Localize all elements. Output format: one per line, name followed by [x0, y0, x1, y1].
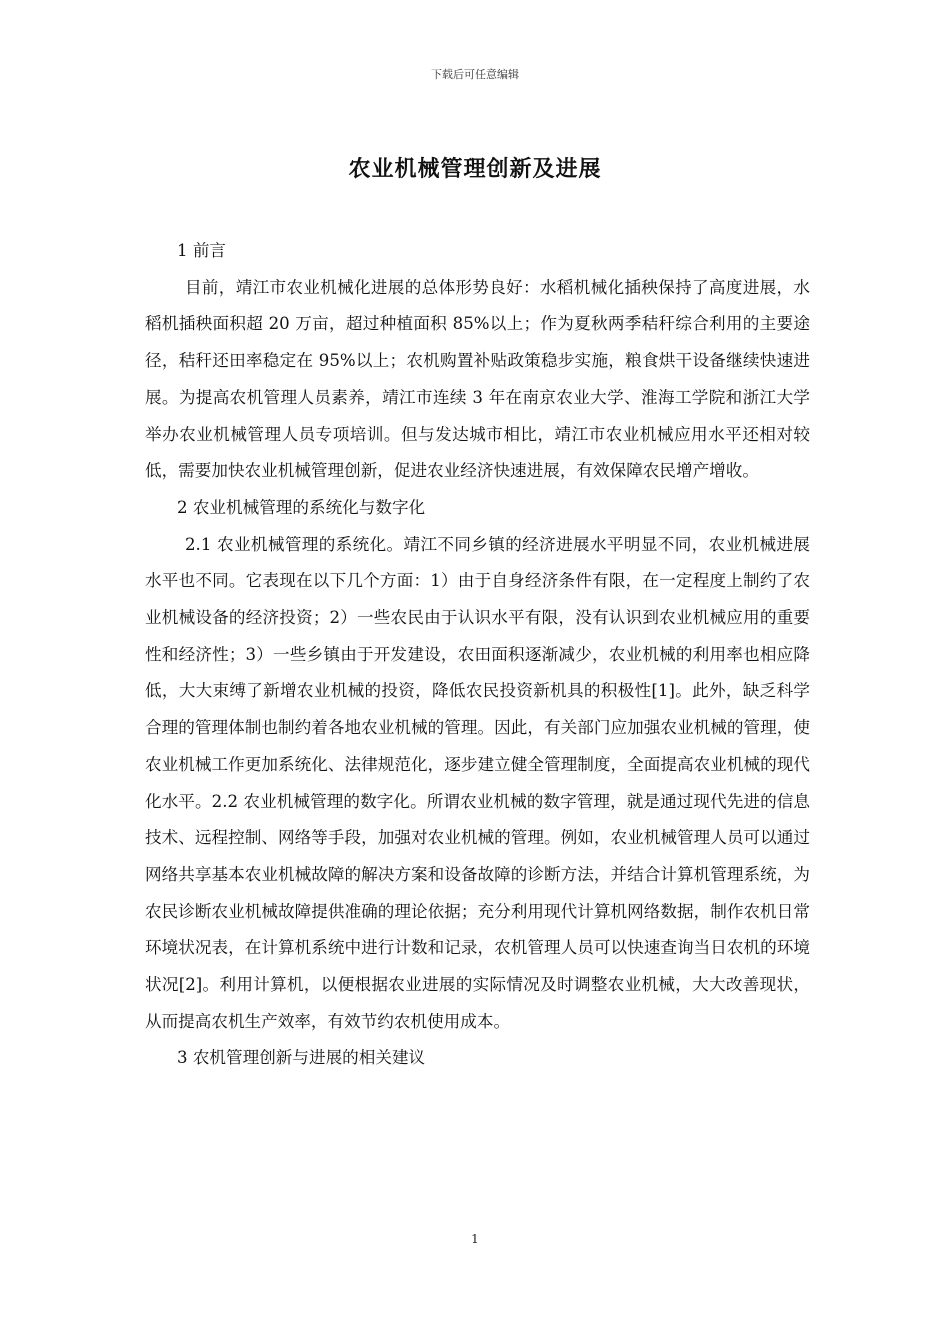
paragraph-1: 目前，靖江市农业机械化进展的总体形势良好：水稻机械化插秧保持了高度进展，水稻机插秧面积超 20 万亩，超过种植面积 85%以上；作为夏秋两季秸秆综合利用的主要途径，秸秆还田率稳定在 95%以上；农机购置补贴政策稳步实施，粮食烘干设备继续快速进展。为提高农机管理人员素养，靖江市连续 3 年在南京农业大学、淮海工学院和浙江大学举办农业机械管理人员专项培训。但与发达城市相比，靖江市农业机械应用水平还相对较低，需要加快农业机械管理创新，促进农业经济快速进展，有效保障农民增产增收。 — [145, 277, 810, 481]
header-note: 下载后可任意编辑 — [431, 68, 519, 81]
section-heading-2: 2 农业机械管理的系统化与数字化 — [177, 497, 426, 517]
section-heading-1: 1 前言 — [177, 241, 227, 260]
page-number: 1 — [471, 1232, 479, 1246]
document-body — [145, 233, 810, 1077]
paragraph-2: 2.1 农业机械管理的系统化。靖江不同乡镇的经济进展水平明显不同，农业机械进展水平也不同。它表现在以下几个方面：1）由于自身经济条件有限，在一定程度上制约了农业机械设备的经济投资；2）一些农民由于认识水平有限，没有认识到农业机械应用的重要性和经济性；3）一些乡镇由于开发建设，农田面积逐渐减少，农业机械的利用率也相应降低，大大束缚了新增农业机械的投资，降低农民投资新机具的积极性[1]。此外，缺乏科学合理的管理体制也制约着各地农业机械的管理。因此，有关部门应加强农业机械的管理，使农业机械工作更加系统化、法律规范化，逐步建立健全管理制度，全面提高农业机械的现代化水平。2.2 农业机械管理的数字化。所谓农业机械的数字管理，就是通过现代先进的信息技术、远程控制、网络等手段，加强对农业机械的管理。例如，农业机械管理人员可以通过网络共享基本农业机械故障的解决方案和设备故障的诊断方法，并结合计算机管理系统，为农民诊断农业机械故障提供准确的理论依据；充分利用现代计算机网络数据，制作农机日常环境状况表，在计算机系统中进行计数和记录，农机管理人员可以快速查询当日农机的环境状况[2]。利用计算机，以便根据农业进展的实际情况及时调整农业机械，大大改善现状，从而提高农机生产效率，有效节约农机使用成本。 — [145, 534, 810, 1031]
section-heading-3: 3 农机管理创新与进展的相关建议 — [177, 1048, 426, 1068]
document-title: 农业机械管理创新及进展 — [348, 156, 602, 182]
